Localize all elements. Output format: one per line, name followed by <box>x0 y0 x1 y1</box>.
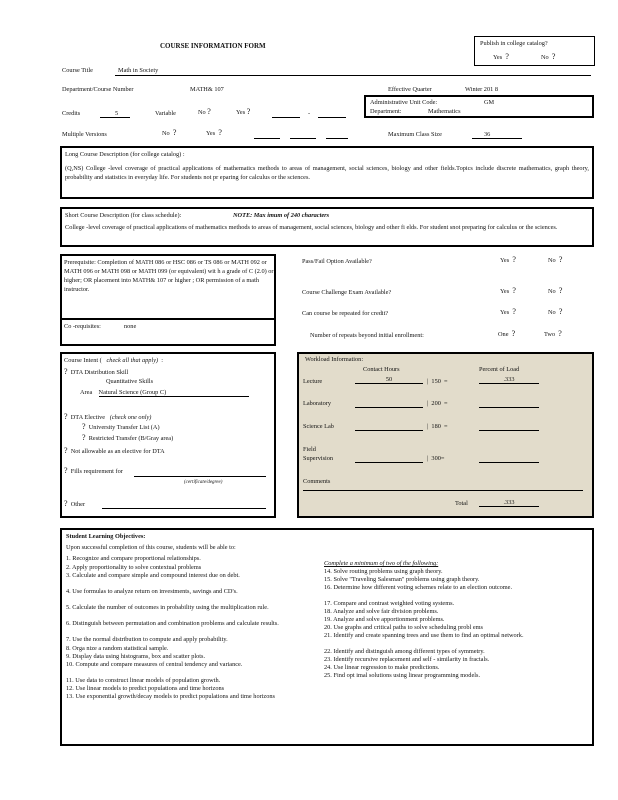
credits-min-line[interactable] <box>272 117 300 118</box>
slo-left-item: 10. Compute and compare measures of central tendency and variance. <box>66 661 243 668</box>
passfail-yes[interactable]: Yes ? <box>500 255 516 264</box>
other-line[interactable] <box>102 508 266 509</box>
slo-left-item: 13. Use exponential growth/decay models to predict populations and time horizons <box>66 693 275 700</box>
challenge-label: Course Challenge Exam Available? <box>302 289 392 296</box>
lecture-pct[interactable]: .333 <box>479 376 539 384</box>
slo-left-item: 8. Orga nize a random statistical sample. <box>66 645 169 652</box>
prereq-text: Prerequisite: Completion of MATH 086 or HSC 086 or TS 086 or MATH 092 or MATH 096 or MATH 098 or MATH 099 (or equivalent) wit h a grade of C (2.0) or higher; OR placement into MATH& 107 or higher ; OR permission of a math instructor. <box>64 259 274 293</box>
slo-right-item: 22. Identify and distinguish among different types of symmetry. <box>324 648 485 655</box>
long-desc-label: Long Course Description (for college catalog) : <box>65 151 185 158</box>
version-line-2[interactable] <box>290 138 316 139</box>
lab-divisor: 200 <box>431 400 441 407</box>
slo-right-item: 16. Determine how different voting schemes relate to an election outcome. <box>324 584 513 591</box>
total-value[interactable]: .333 <box>479 499 539 507</box>
slo-title: Student Learning Objectives: <box>66 533 146 540</box>
admin-unit-label: Administrative Unit Code: <box>370 99 438 106</box>
multiple-label: Multiple Versions <box>62 131 107 138</box>
form-title: COURSE INFORMATION FORM <box>160 42 266 50</box>
multiple-no[interactable]: No ? <box>162 128 177 137</box>
slo-left-item: 11. Use data to construct linear models of population growth. <box>66 677 221 684</box>
slo-left-item: 9. Display data using histograms, box and scatter plots. <box>66 653 206 660</box>
lab-hours[interactable] <box>355 399 423 408</box>
intent-not-allowable[interactable]: ? Not allowable as an elective for DTA <box>64 446 165 455</box>
repeat-label: Can course be repeated for credit? <box>302 310 389 317</box>
course-title-line <box>115 75 591 76</box>
repeats-two[interactable]: Two ? <box>544 329 562 338</box>
fills-line[interactable] <box>134 476 266 477</box>
variable-no[interactable]: No ? <box>198 107 211 116</box>
short-desc-box[interactable] <box>60 207 594 247</box>
intent-label: Course Intent ( check all that apply) : <box>64 357 164 364</box>
admin-dept-value[interactable]: Mathematics <box>428 108 461 115</box>
intent-dta[interactable]: ? DTA Distribution Skill <box>64 367 129 376</box>
intent-area: Area Natural Science (Group C) <box>80 389 249 397</box>
field-label: Field Supervision <box>303 446 334 462</box>
repeat-no[interactable]: No ? <box>548 307 563 316</box>
slo-left-item: 2. Apply proportionality to solve contextual problems <box>66 564 202 571</box>
passfail-no[interactable]: No ? <box>548 255 563 264</box>
admin-box <box>364 95 594 118</box>
effective-label: Effective Quarter <box>388 86 432 93</box>
publish-box <box>474 36 595 66</box>
workload-title: Workload Information: <box>305 356 364 363</box>
challenge-yes[interactable]: Yes ? <box>500 286 516 295</box>
intent-rtl[interactable]: ? Restricted Transfer (B/Gray area) <box>82 433 174 442</box>
publish-label: Publish in college catalog? <box>480 40 548 47</box>
short-desc-text: College -level coverage of practical applications of mathematics methods to areas of management, social sciences, biology and other fi elds. For student snot preparing for calculus or the sciences. <box>65 224 558 231</box>
coreq-value: none <box>124 323 137 330</box>
max-class-line <box>472 138 522 139</box>
lecture-label: Lecture <box>303 378 323 385</box>
total-label: Total <box>455 500 468 507</box>
intent-cert: (certificate/degree) <box>184 480 223 485</box>
admin-dept-label: Department: <box>370 108 402 115</box>
prereq-box[interactable] <box>60 254 276 320</box>
slo-right-item: 24. Use linear regression to make predictions. <box>324 664 440 671</box>
credits-value[interactable]: 5 <box>115 110 119 117</box>
variable-yes[interactable]: Yes ? <box>236 107 251 116</box>
credits-max-line[interactable] <box>318 117 346 118</box>
percent-load-header: Percent of Load <box>479 366 520 373</box>
challenge-no[interactable]: No ? <box>548 286 563 295</box>
lab-label: Laboratory <box>303 400 331 407</box>
course-title-value[interactable]: Math in Society <box>118 67 159 74</box>
slo-left-item: 6. Distinguish between permutation and combination problems and calculate results. <box>66 620 279 627</box>
dept-value[interactable]: MATH& 107 <box>190 86 224 93</box>
slo-left-item: 7. Use the normal distribution to compute and apply probability. <box>66 636 228 643</box>
credits-dash: - <box>308 110 311 117</box>
slo-box <box>60 528 594 746</box>
slo-right-item: 25. Find opt imal solutions using linear programming models. <box>324 672 481 679</box>
lab-pct[interactable] <box>479 399 539 408</box>
course-title-label: Course Title <box>62 67 93 74</box>
slo-right-item: 23. Identify recursive replacement and self - similarity in fractals. <box>324 656 490 663</box>
sci-lab-label: Science Lab <box>303 423 334 430</box>
comments-line[interactable] <box>303 490 583 491</box>
short-desc-note: NOTE: Max imum of 240 characters <box>233 212 330 219</box>
version-line-1[interactable] <box>254 138 280 139</box>
slo-left-item: 5. Calculate the number of outcomes in probability using the multiplication rule. <box>66 604 269 611</box>
publish-yes[interactable]: Yes ? <box>493 52 509 61</box>
slo-right-item: 18. Analyze and solve fair division problems. <box>324 608 439 615</box>
slo-right-item: 19. Analyze and solve apportionment problems. <box>324 616 445 623</box>
slo-right-item: 14. Solve routing problems using graph theory. <box>324 568 443 575</box>
field-divisor: 300 <box>431 455 441 462</box>
credits-label: Credits <box>62 110 81 117</box>
contact-hours-header: Contact Hours <box>363 366 400 373</box>
sci-lab-hours[interactable] <box>355 422 423 431</box>
lecture-divisor: 150 <box>431 378 441 385</box>
max-class-value[interactable]: 36 <box>484 131 491 138</box>
passfail-label: Pass/Fail Option Available? <box>302 258 372 265</box>
slo-left-item: 4. Use formulas to analyze return on investments, savings and CD's. <box>66 588 238 595</box>
slo-left-item: 12. Use linear models to predict populations and time horizons <box>66 685 225 692</box>
max-class-label: Maximum Class Size <box>388 131 442 138</box>
repeats-one[interactable]: One ? <box>498 329 516 338</box>
slo-complete-label: Complete a minimum of two of the following: <box>324 560 439 567</box>
lecture-hours[interactable]: 50 <box>355 376 423 384</box>
comments-label: Comments <box>303 478 331 485</box>
short-desc-label: Short Course Description (for class schedule): <box>65 212 182 219</box>
slo-left-item: 3. Calculate and compare simple and compound interest due on debt. <box>66 572 240 579</box>
field-pct[interactable] <box>479 454 539 463</box>
sci-lab-pct[interactable] <box>479 422 539 431</box>
coreq-label: Co -requisites: <box>64 323 101 330</box>
intent-utl[interactable]: ? University Transfer List (A) <box>82 422 160 431</box>
slo-right-item: 15. Solve "Traveling Salesman" problems using graph theory. <box>324 576 480 583</box>
admin-unit-value[interactable]: GM <box>484 99 495 106</box>
dept-label: Department/Course Number <box>62 86 134 93</box>
slo-intro: Upon successful completion of this course, students will be able to: <box>66 544 236 551</box>
publish-no[interactable]: No ? <box>541 52 556 61</box>
repeat-yes[interactable]: Yes ? <box>500 307 516 316</box>
intent-box <box>60 352 276 518</box>
version-line-3[interactable] <box>326 138 348 139</box>
workload-box: Workload Information: Contact Hours Percent of Load Lecture 50 | 150 = .333 Laboratory | 200 = Science Lab | 180 = Field Supervision | 300= Comments Total .333 <box>297 352 594 518</box>
intent-fills[interactable]: ? Fills requirement for <box>64 466 123 475</box>
intent-quant: Quantitative Skills <box>106 378 154 385</box>
multiple-yes[interactable]: Yes ? <box>206 128 222 137</box>
credits-line <box>100 117 130 118</box>
slo-right-item: 21. Identify and create spanning trees and use them to find an optimal network. <box>324 632 524 639</box>
long-desc-text: (Q,NS) College -level coverage of practical applications of mathematics methods to areas of management, social sciences, biology and other fields.Topics include discrete mathematics, graph theory, probability and statistics in everyday life. For students not pr eparing for calculus or the sciences. <box>65 165 589 181</box>
coreq-box[interactable] <box>60 318 276 346</box>
slo-right-item: 20. Use graphs and critical paths to solve scheduling probl ems <box>324 624 483 631</box>
intent-elective[interactable]: ? DTA Elective (check one only) <box>64 412 152 421</box>
long-desc-box[interactable] <box>60 146 594 199</box>
field-hours[interactable] <box>355 454 423 463</box>
repeats-num-label: Number of repeats beyond initial enrollment: <box>310 332 424 339</box>
slo-left-item: 1. Recognize and compare proportional relationships. <box>66 555 201 562</box>
effective-value[interactable]: Winter 201 8 <box>465 86 498 93</box>
variable-label: Variable <box>155 110 176 117</box>
slo-right-item: 17. Compare and contrast weighted voting systems. <box>324 600 455 607</box>
sci-lab-divisor: 180 <box>431 423 441 430</box>
intent-other[interactable]: ? Other <box>64 499 86 508</box>
